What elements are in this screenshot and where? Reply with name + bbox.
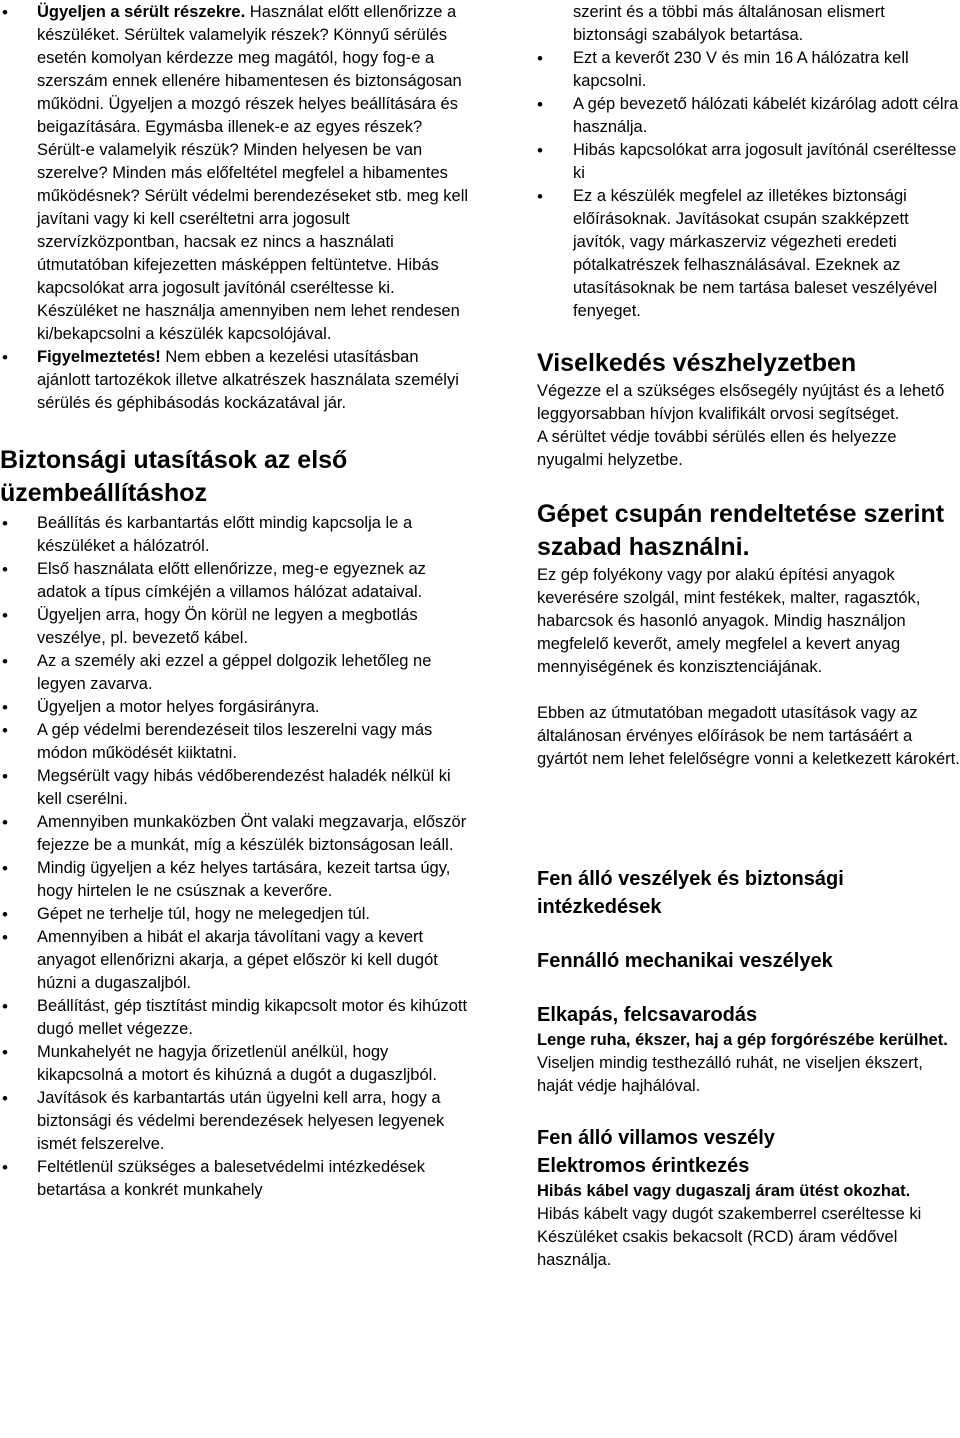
list-item: • A gép védelmi berendezéseit tilos leszerelni vagy más módon működését kiiktatni.: [0, 719, 470, 765]
list-item: • Ügyeljen a motor helyes forgásirányra.: [0, 696, 470, 719]
list-item: • Feltétlenül szükséges a balesetvédelmi intézkedések betartása a konkrét munkahely: [0, 1156, 470, 1202]
emergency-paragraph: Végezze el a szükséges elsősegély nyújtást és a lehető leggyorsabban hívjon kvalifikált orvosi segítséget.: [537, 382, 945, 423]
intended-use-title: Gépet csupán rendeltetése szerint szabad használni.: [537, 500, 945, 561]
list-item: • Munkahelyét ne hagyja őrizetlenül anélkül, hogy kikapcsolná a motort és kihúzná a dugót a dugaszljból.: [0, 1041, 470, 1087]
left-column: [0, 1, 470, 1202]
electrical-hazard-title: Fen álló villamos veszély: [537, 1127, 775, 1149]
electrical-contact-warning: Hibás kábel vagy dugaszalj áram ütést okozhat.: [537, 1182, 911, 1200]
continuation-text: szerint és a többi más általánosan elismert biztonsági szabályok betartása.: [573, 3, 885, 44]
list-item: • Gépet ne terhelje túl, hogy ne melegedjen túl.: [0, 903, 470, 926]
emergency-title: Viselkedés vészhelyzetben: [537, 349, 857, 377]
mechanical-hazards-title: Fennálló mechanikai veszélyek: [537, 950, 833, 972]
intended-use-paragraph: Ez gép folyékony vagy por alakú építési anyagok keverésére szolgál, mint festékek, malter, ragasztók, habarcsok és hasonló anyagok. Mindig használjon megfelelő keverőt, amely megfelel a kevert anyag mennyiségének és konzisztenciájának.: [537, 566, 921, 676]
list-item: • Beállítás és karbantartás előtt mindig kapcsolja le a készüléket a hálózatról.: [0, 512, 470, 558]
list-item: • Megsérült vagy hibás védőberendezést haladék nélkül ki kell cserélni.: [0, 765, 470, 811]
hazards-title: Fen álló veszélyek és biztonsági intézkedések: [537, 868, 844, 918]
item-lead: Ügyeljen a sérült részekre.: [37, 3, 246, 21]
list-item: • Ez a készülék megfelel az illetékes biztonsági előírásoknak. Javításokat csupán szakképzett javítók, vagy márkaszerviz végezheti eredeti pótalkatrészek felhasználásával. Ezeknek az utasításoknak be nem tartása baleset veszélyével fenyeget.: [537, 185, 960, 323]
right-column: [537, 1, 960, 1272]
list-item: • Beállítást, gép tisztítást mindig kikapcsolt motor és kihúzott dugó mellet végezze.: [0, 995, 470, 1041]
list-item: • Ügyeljen arra, hogy Ön körül ne legyen a megbotlás veszélye, pl. bevezető kábel.: [0, 604, 470, 650]
entanglement-instruction: Viseljen mindig testhezálló ruhát, ne viseljen ékszert, haját védje hajhálóval.: [537, 1054, 923, 1095]
intended-use-paragraph: Ebben az útmutatóban megadott utasítások vagy az általánosan érvényes előírások be nem tartásáért a gyártót nem lehet felelőségre vonni a keletkezett károkért.: [537, 704, 960, 768]
item-text: Használat előtt ellenőrizze a készüléket. Sérültek valamelyik részek? Könnyű sérülés esetén komolyan kérdezze meg magától, hogy fog-e a szerszám ennek ellenére hibamentesen és biztonságosan működni. Ügyeljen a mozgó részek helyes beállítására és beigazítására. Egymásba illenek-e az egyes részek? Sérült-e valamelyik részük? Minden helyesen be van szerelve? Minden más előfeltétel megfelel a hibamentes működésnek? Sérült védelmi berendezéseket stb. meg kell javítani vagy ki kell cseréltetni arra jogosult szervízközpontban, hacsak ez nincs a használati útmutatóban kifejezetten másképpen feltüntetve. Hibás kapcsolókat arra jogosult javítónál cseréltesse ki. Készüléket ne használja amennyiben nem lehet rendesen ki/bekapcsolni a készülék kapcsolójával.: [37, 3, 469, 343]
list-item: • Első használata előtt ellenőrizze, meg-e egyeznek az adatok a típus címkéjén a villamos hálózat adataival.: [0, 558, 470, 604]
item-lead: Figyelmeztetés!: [37, 348, 161, 366]
electrical-contact-instruction: Hibás kábelt vagy dugót szakemberrel cseréltesse ki Készüléket csakis bekacsolt (RCD) áram védővel használja.: [537, 1205, 922, 1269]
entanglement-warning: Lenge ruha, ékszer, haj a gép forgórészébe kerülhet.: [537, 1031, 948, 1049]
list-item: • Az a személy aki ezzel a géppel dolgozik lehetőleg ne legyen zavarva.: [0, 650, 470, 696]
section-title: Biztonsági utasítások az első üzembeállításhoz: [0, 446, 348, 507]
list-item: • Amennyiben a hibát el akarja távolítani vagy a kevert anyagot ellenőrizni akarja, a gépet először ki kell dugót húzni a dugaszaljból.: [0, 926, 470, 995]
entanglement-title: Elkapás, felcsavarodás: [537, 1004, 758, 1026]
item-text: Nem ebben a kezelési utasításban ajánlott tartozékok illetve alkatrészek használata személyi sérülés és géphibásodás kockázatával jár.: [37, 348, 459, 412]
list-item: • Javítások és karbantartás után ügyelni kell arra, hogy a biztonsági és védelmi berendezések helyesen legyenek ismét felszerelve.: [0, 1087, 470, 1156]
list-item: • Hibás kapcsolókat arra jogosult javítónál cseréltesse ki: [537, 139, 960, 185]
right-bullet-list: [537, 47, 960, 323]
list-item: • Amennyiben munkaközben Önt valaki megzavarja, először fejezze be a munkát, míg a készülék biztonságosan leáll.: [0, 811, 470, 857]
list-item: • A gép bevezető hálózati kábelét kizárólag adott célra használja.: [537, 93, 960, 139]
list-item: [0, 1, 470, 346]
emergency-paragraph: A sérültet védje további sérülés ellen és helyezze nyugalmi helyzetbe.: [537, 428, 897, 469]
top-bullet-list: [0, 1, 470, 415]
list-item: • Ezt a keverőt 230 V és min 16 A hálózatra kell kapcsolni.: [537, 47, 960, 93]
section-bullet-list: [0, 512, 470, 1202]
list-item: • Mindig ügyeljen a kéz helyes tartására, kezeit tartsa úgy, hogy hirtelen le ne csúsznak a keverőre.: [0, 857, 470, 903]
electrical-contact-title: Elektromos érintkezés: [537, 1155, 750, 1177]
list-item: [0, 346, 470, 415]
